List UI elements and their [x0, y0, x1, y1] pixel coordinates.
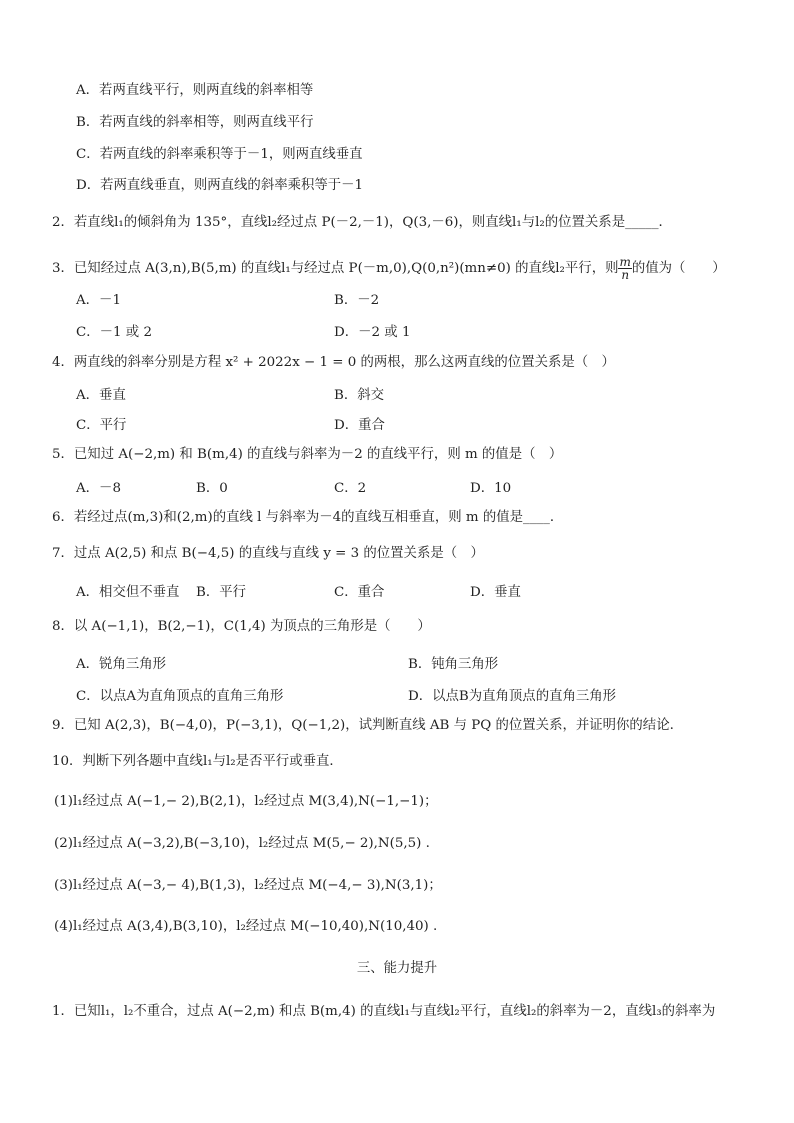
- q4-option-a: A．垂直: [76, 388, 126, 403]
- q7-option-c: C．重合: [334, 585, 385, 600]
- q4-option-b: B．斜交: [334, 388, 385, 403]
- q1-option-c: C．若两直线的斜率乘积等于－1，则两直线垂直: [76, 147, 363, 162]
- q5-option-a: A．－8: [76, 481, 121, 496]
- question-10: 10．判断下列各题中直线l₁与l₂是否平行或垂直．: [52, 754, 343, 769]
- question-3-stem-pre: 3．已知经过点 A(3,n),B(5,m) 的直线l₁与经过点 P(－m,0),Q(0,n²)(mn≠0) 的直线l₂平行，则: [52, 261, 619, 276]
- question-6: 6．若经过点(m,3)和(2,m)的直线 l 与斜率为－4的直线互相垂直，则 m 的值是____．: [52, 510, 564, 525]
- question-4: 4．两直线的斜率分别是方程 x² + 2022x − 1 = 0 的两根，那么这两直线的位置关系是（ ）: [52, 355, 615, 370]
- q8-option-b: B．钝角三角形: [408, 657, 499, 672]
- q7-option-a: A．相交但不垂直: [76, 585, 180, 600]
- question-3: [52, 256, 754, 281]
- q3-option-b: B．－2: [334, 293, 380, 308]
- question-10-part-2: (2)l₁经过点 A(−3,2),B(−3,10)，l₂经过点 M(5,− 2),N(5,5) .: [54, 836, 430, 851]
- question-5: 5．已知过 A(−2,m) 和 B(m,4) 的直线与斜率为－2 的直线平行，则 m 的值是（ ）: [52, 447, 563, 462]
- fraction-numerator: m: [619, 255, 631, 269]
- question-10-part-4: (4)l₁经过点 A(3,4),B(3,10)，l₂经过点 M(−10,40),N(10,40) .: [54, 919, 438, 934]
- q3-option-c: C．－1 或 2: [76, 325, 152, 340]
- q5-option-b: B．0: [196, 481, 228, 496]
- m-over-n-fraction: [618, 256, 631, 281]
- q8-option-a: A．锐角三角形: [76, 657, 167, 672]
- q5-option-c: C．2: [334, 481, 367, 496]
- q5-option-d: D．10: [470, 481, 512, 496]
- question-10-part-3: (3)l₁经过点 A(−3,− 4),B(1,3)，l₂经过点 M(−4,− 3),N(3,1)；: [54, 878, 442, 893]
- ability-question-1: 1．已知l₁，l₂不重合，过点 A(−2,m) 和点 B(m,4) 的直线l₁与直线l₂平行，直线l₂的斜率为－2，直线l₃的斜率为: [52, 1004, 716, 1019]
- fraction-denominator: n: [621, 268, 630, 282]
- q4-option-d: D．重合: [334, 418, 385, 433]
- q3-option-d: D．－2 或 1: [334, 325, 411, 340]
- q3-option-a: A．－1: [76, 293, 121, 308]
- question-7: 7．过点 A(2,5) 和点 B(−4,5) 的直线与直线 y = 3 的位置关系是（ ）: [52, 546, 484, 561]
- q8-option-d: D．以点B为直角顶点的直角三角形: [408, 689, 617, 704]
- q4-option-c: C．平行: [76, 418, 127, 433]
- question-3-stem-post: 的值为（ ）: [631, 261, 726, 276]
- q7-option-b: B．平行: [196, 585, 247, 600]
- question-9: 9．已知 A(2,3)，B(−4,0)，P(−3,1)，Q(−1,2)，试判断直线 AB 与 PQ 的位置关系，并证明你的结论.: [52, 718, 674, 733]
- q7-option-d: D．垂直: [470, 585, 521, 600]
- question-8: 8．以 A(−1,1)，B(2,−1)，C(1,4) 为顶点的三角形是（ ）: [52, 619, 431, 634]
- q1-option-a: A．若两直线平行，则两直线的斜率相等: [76, 83, 314, 98]
- section-title: 三、能力提升: [356, 961, 438, 976]
- question-2: 2．若直线l₁的倾斜角为 135°，直线l₂经过点 P(－2,－1)，Q(3,－6)，则直线l₁与l₂的位置关系是_____．: [52, 215, 672, 230]
- q1-option-b: B．若两直线的斜率相等，则两直线平行: [76, 115, 314, 130]
- q1-option-d: D．若两直线垂直，则两直线的斜率乘积等于－1: [76, 178, 364, 193]
- q8-option-c: C．以点A为直角顶点的直角三角形: [76, 689, 284, 704]
- question-10-part-1: (1)l₁经过点 A(−1,− 2),B(2,1)，l₂经过点 M(3,4),N(−1,−1)；: [54, 794, 438, 809]
